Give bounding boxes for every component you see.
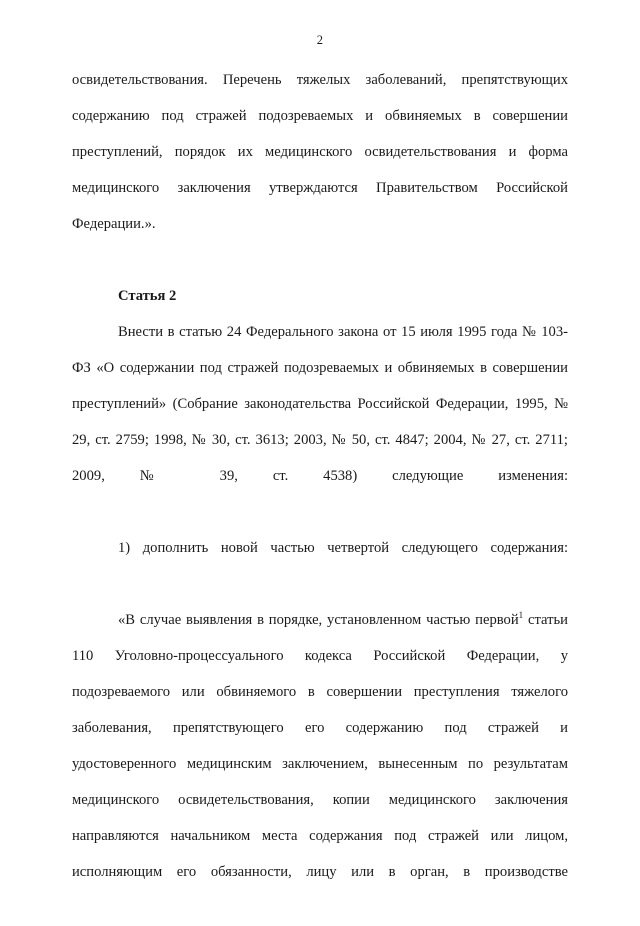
quoted-text-after-note: статьи 110 Уголовно-процессуального кодекса Российской Федерации, у подозреваемого или обвиняемого в совершении преступления тяжелого заболевания, препятствующего его содержанию под стражей и удостоверенного медицинским заключением, вынесенным по результатам медицинского освидетельствования, копии медицинского заключения направляются начальником места содержания под стражей или лицом, исполняющим его обязанности, лицу или в орган, в производстве <box>72 612 568 880</box>
quoted-text-before-note: «В случае выявления в порядке, установленном частью первой <box>118 612 519 628</box>
list-item-1: 1) дополнить новой частью четвертой следующего содержания: <box>118 540 568 556</box>
paragraph-quoted-provision <box>72 602 568 926</box>
paragraph-continuation: освидетельствования. Перечень тяжелых заболеваний, препятствующих содержанию под стражей подозреваемых и обвиняемых в совершении преступлений, порядок их медицинского освидетельствования и форма медицинского заключения утверждаются Правительством Российской Федерации.». <box>72 72 568 232</box>
page-number: 2 <box>316 33 324 47</box>
footnote-reference-marker: 1 <box>518 610 524 621</box>
paragraph-amendment-intro: Внести в статью 24 Федерального закона от 15 июля 1995 года № 103-ФЗ «О содержании под стражей подозреваемых и обвиняемых в совершении преступлений» (Собрание законодательства Российской Федерации, 1995, № 29, ст. 2759; 1998, № 30, ст. 3613; 2003, № 50, ст. 4847; 2004, № 27, ст. 2711; 2009, № 39, ст. 4538) следующие изменения: <box>72 324 568 484</box>
heading-article-2: Статья 2 <box>118 288 177 304</box>
document-text-column <box>72 62 568 926</box>
